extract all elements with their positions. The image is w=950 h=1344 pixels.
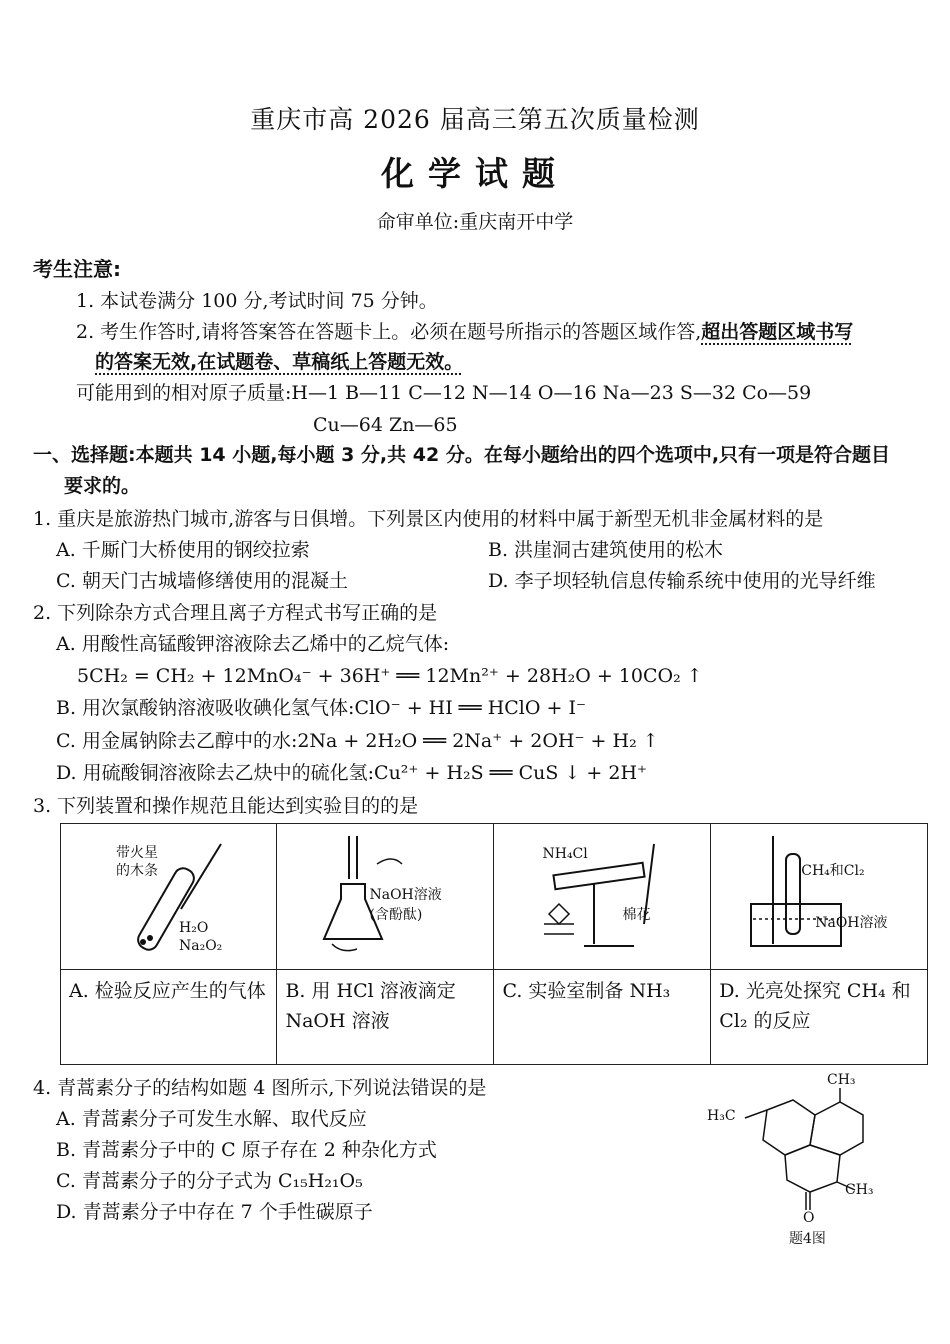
notice-item-2-cont: 的答案无效,在试题卷、草稿纸上答题无效。 [95,351,464,373]
q4-figure-caption: 题4图 [789,1231,826,1247]
fig-c-label-2: 棉花 [622,907,651,923]
notice-item-1: 1. 本试卷满分 100 分,考试时间 75 分钟。 [76,290,438,312]
q3-apparatus-table [60,823,928,1065]
notice-item-2-emphasis: 超出答题区域书写 [701,321,854,343]
q3-figure-c [494,824,711,970]
fig-c-label-1: NH₄Cl [542,846,588,862]
fig-b-label-2: (含酚酞) [369,907,423,923]
test-tube-splint-icon [61,824,277,967]
q3-option-c: C. 实验室制备 NH₃ [494,970,711,1065]
notice-item-2 [76,317,853,347]
q3-figure-a [61,824,277,970]
q2-stem: 2. 下列除杂方式合理且离子方程式书写正确的是 [33,602,438,624]
fig-a-label-4: Na₂O₂ [179,938,223,954]
q2-option-d: D. 用硫酸铜溶液除去乙炔中的硫化氢:Cu²⁺ + H₂S ══ CuS ↓ + 2H⁺ [56,762,648,784]
section-heading: 一、选择题:本题共 14 小题,每小题 3 分,共 42 分。在每小题给出的四个选项中,只有一项是符合题目 [33,444,891,466]
exam-title: 重庆市高 2026 届高三第五次质量检测 [250,105,700,134]
ammonia-apparatus-icon [494,824,710,967]
q3-figure-d [711,824,928,970]
fig-b-label-1: NaOH溶液 [369,887,442,903]
q4-fig-label-ch3-right: CH₃ [845,1182,874,1198]
q4-fig-label-ch3-top: CH₃ [827,1072,856,1088]
q2-option-a-equation: 5CH₂ = CH₂ + 12MnO₄⁻ + 36H⁺ ══ 12Mn²⁺ + 28H₂O + 10CO₂ ↑ [77,665,703,687]
notice-heading: 考生注意: [33,257,121,281]
q4-stem: 4. 青蒿素分子的结构如题 4 图所示,下列说法错误的是 [33,1077,487,1099]
q1-option-a: A. 千厮门大桥使用的钢绞拉索 [56,539,310,561]
fig-a-label-1: 带火星 [116,845,158,861]
q4-option-b: B. 青蒿素分子中的 C 原子存在 2 种杂化方式 [56,1139,437,1161]
q1-option-d: D. 李子坝轻轨信息传输系统中使用的光导纤维 [488,570,876,592]
subject-title: 化学试题 [381,154,569,193]
q2-option-a: A. 用酸性高锰酸钾溶液除去乙烯中的乙烷气体: [56,633,450,655]
q4-fig-label-o: O [803,1210,815,1226]
q1-option-c: C. 朝天门古城墙修缮使用的混凝土 [56,570,348,592]
q3-option-a: A. 检验反应产生的气体 [61,970,277,1065]
q4-option-c: C. 青蒿素分子的分子式为 C₁₅H₂₁O₅ [56,1170,363,1192]
q4-option-a: A. 青蒿素分子可发生水解、取代反应 [56,1108,367,1130]
q1-option-b: B. 洪崖洞古建筑使用的松木 [488,539,724,561]
q1-stem: 1. 重庆是旅游热门城市,游客与日俱增。下列景区内使用的材料中属于新型无机非金属材料的是 [33,508,824,530]
q4-option-d: D. 青蒿素分子中存在 7 个手性碳原子 [56,1201,373,1223]
q3-option-d: D. 光亮处探究 CH₄ 和 Cl₂ 的反应 [711,970,928,1065]
q2-option-b: B. 用次氯酸钠溶液吸收碘化氢气体:ClO⁻ + HI ══ HClO + I⁻ [56,697,586,719]
section-heading-cont: 要求的。 [64,475,141,497]
fig-d-label-1: CH₄和Cl₂ [801,863,865,879]
exam-unit: 命审单位:重庆南开中学 [376,211,574,233]
notice-item-2-text: 2. 考生作答时,请将答案答在答题卡上。必须在题号所指示的答题区域作答, [76,321,702,343]
q3-figure-b [277,824,494,970]
fig-a-label-2: 的木条 [116,863,158,879]
q3-option-b: B. 用 HCl 溶液滴定 NaOH 溶液 [277,970,494,1065]
fig-a-label-3: H₂O [179,920,209,936]
fig-d-label-2: NaOH溶液 [815,915,888,931]
q3-stem: 3. 下列装置和操作规范且能达到实验目的的是 [33,795,419,817]
atomic-masses-line1: 可能用到的相对原子质量:H—1 B—11 C—12 N—14 O—16 Na—23 S—32 Co—59 [76,382,812,404]
gas-trough-icon [711,824,927,967]
q2-option-c: C. 用金属钠除去乙醇中的水:2Na + 2H₂O ══ 2Na⁺ + 2OH⁻ + H₂ ↑ [56,730,659,752]
q4-fig-label-h3c: H₃C [707,1108,736,1124]
artemisinin-structure-figure [705,1070,905,1250]
atomic-masses-line2: Cu—64 Zn—65 [313,414,458,436]
